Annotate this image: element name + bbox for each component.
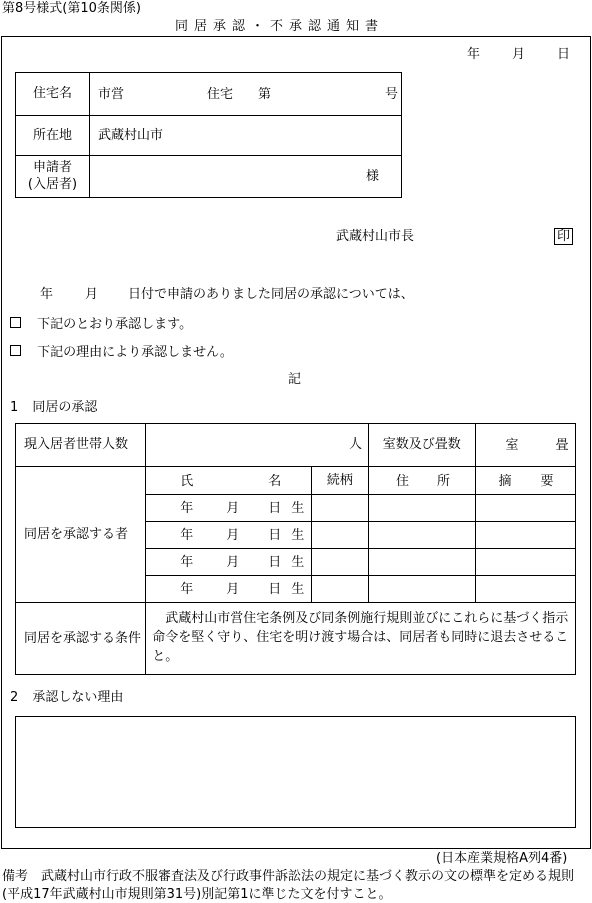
birth-month: 月 bbox=[226, 555, 240, 570]
birth-month: 月 bbox=[226, 501, 240, 516]
section1-title: 同居の承認 bbox=[32, 400, 98, 415]
reject-option[interactable] bbox=[10, 345, 233, 359]
birth-cell[interactable] bbox=[146, 522, 311, 549]
intro-month: 月 bbox=[85, 287, 99, 302]
birth-year: 年 bbox=[180, 555, 194, 570]
section1-num: 1 bbox=[10, 400, 19, 415]
birth-suffix: 生 bbox=[291, 528, 305, 543]
remarks-header bbox=[475, 467, 575, 495]
relation-cell[interactable] bbox=[311, 576, 368, 603]
location-label: 所在地 bbox=[16, 116, 90, 156]
housing-no: 号 bbox=[385, 87, 399, 102]
birth-day: 日 bbox=[268, 501, 282, 516]
section1-heading bbox=[10, 401, 97, 414]
birth-cell[interactable] bbox=[146, 549, 311, 576]
birth-day: 日 bbox=[268, 582, 282, 597]
remarks-cell[interactable] bbox=[475, 549, 575, 576]
rooms-unit: 室 bbox=[505, 438, 519, 453]
birth-month: 月 bbox=[226, 528, 240, 543]
applicant-label-1: 申請者 bbox=[32, 159, 72, 175]
address-cell[interactable] bbox=[369, 549, 476, 576]
name-header bbox=[146, 467, 311, 495]
relation-cell[interactable] bbox=[311, 495, 368, 522]
birth-suffix: 生 bbox=[291, 501, 305, 516]
birth-month: 月 bbox=[226, 582, 240, 597]
birth-suffix: 生 bbox=[291, 582, 305, 597]
date-year: 年 bbox=[467, 47, 481, 62]
cohabitation-table bbox=[15, 423, 576, 675]
approved-person-label: 同居を承認する者 bbox=[16, 467, 146, 603]
birth-year: 年 bbox=[180, 528, 194, 543]
intro-year: 年 bbox=[40, 287, 54, 302]
rooms-field[interactable] bbox=[475, 424, 575, 467]
birth-day: 日 bbox=[268, 528, 282, 543]
approve-checkbox[interactable] bbox=[10, 317, 21, 328]
housing-unit: 住宅 bbox=[207, 87, 234, 102]
rooms-label: 室数及び畳数 bbox=[369, 424, 476, 467]
condition-label: 同居を承認する条件 bbox=[16, 603, 146, 675]
info-table bbox=[15, 72, 402, 198]
remarks-header-1: 摘 bbox=[498, 474, 512, 489]
address-header-2: 所 bbox=[437, 474, 451, 489]
applicant-label-2: (入居者) bbox=[27, 176, 78, 192]
address-header bbox=[369, 467, 476, 495]
remarks-header-2: 要 bbox=[540, 474, 554, 489]
reject-checkbox[interactable] bbox=[10, 345, 21, 356]
ki-mark: 記 bbox=[288, 372, 302, 387]
date-day: 日 bbox=[557, 47, 571, 62]
condition-text: 武蔵村山市営住宅条例及び同条例施行規則並びにこれらに基づく指示命令を堅く守り、住宅を明け渡す場合は、同居者も同時に退去させること。 bbox=[146, 603, 576, 675]
approve-label: 下記のとおり承認します。 bbox=[37, 317, 193, 332]
applicant-field[interactable] bbox=[90, 156, 402, 198]
name-header-2: 名 bbox=[268, 474, 282, 489]
housing-number: 第 bbox=[258, 87, 272, 102]
relation-cell[interactable] bbox=[311, 522, 368, 549]
remarks-cell[interactable] bbox=[475, 576, 575, 603]
name-header-1: 氏 bbox=[180, 474, 194, 489]
birth-cell[interactable] bbox=[146, 576, 311, 603]
housing-name-label: 住宅名 bbox=[16, 73, 90, 116]
birth-year: 年 bbox=[180, 582, 194, 597]
section2-heading bbox=[10, 691, 123, 704]
birth-cell[interactable] bbox=[146, 495, 311, 522]
remarks-note: 備考 武蔵村山市行政不服審査法及び行政事件訴訟法の規定に基づく教示の文の標準を定める規則(平成17年武蔵村山市規則第31号)別記第1に準じた文を付すこと。 bbox=[2, 869, 575, 902]
applicant-suffix: 様 bbox=[366, 169, 380, 184]
issuer: 武蔵村山市長 bbox=[336, 229, 415, 244]
address-cell[interactable] bbox=[369, 522, 476, 549]
address-header-1: 住 bbox=[396, 474, 410, 489]
applicant-label bbox=[16, 156, 90, 198]
remarks-cell[interactable] bbox=[475, 522, 575, 549]
birth-year: 年 bbox=[180, 501, 194, 516]
date-month: 月 bbox=[512, 47, 526, 62]
birth-day: 日 bbox=[268, 555, 282, 570]
birth-suffix: 生 bbox=[291, 555, 305, 570]
address-cell[interactable] bbox=[369, 495, 476, 522]
approve-option[interactable] bbox=[10, 317, 192, 331]
paper-size: (日本産業規格A列4番) bbox=[436, 851, 568, 866]
residents-field[interactable]: 人 bbox=[146, 424, 369, 467]
relation-header: 続柄 bbox=[311, 467, 368, 495]
residents-label: 現入居者世帯人数 bbox=[16, 424, 146, 467]
form-number: 第8号様式(第10条関係) bbox=[2, 1, 141, 16]
housing-city: 市営 bbox=[98, 87, 125, 102]
seal-mark: 印 bbox=[554, 228, 573, 245]
address-cell[interactable] bbox=[369, 576, 476, 603]
relation-cell[interactable] bbox=[311, 549, 368, 576]
intro-text: 日付で申請のありました同居の承認については、 bbox=[128, 287, 414, 302]
housing-name-field[interactable] bbox=[90, 73, 402, 116]
section2-title: 承認しない理由 bbox=[32, 690, 124, 705]
remarks-cell[interactable] bbox=[475, 495, 575, 522]
reason-box[interactable] bbox=[15, 716, 576, 828]
location-value: 武蔵村山市 bbox=[90, 116, 402, 156]
tatami-unit: 畳 bbox=[555, 438, 569, 453]
reject-label: 下記の理由により承認しません。 bbox=[37, 345, 233, 360]
document-title: 同居承認・不承認通知書 bbox=[175, 19, 385, 34]
section2-num: 2 bbox=[10, 690, 19, 705]
